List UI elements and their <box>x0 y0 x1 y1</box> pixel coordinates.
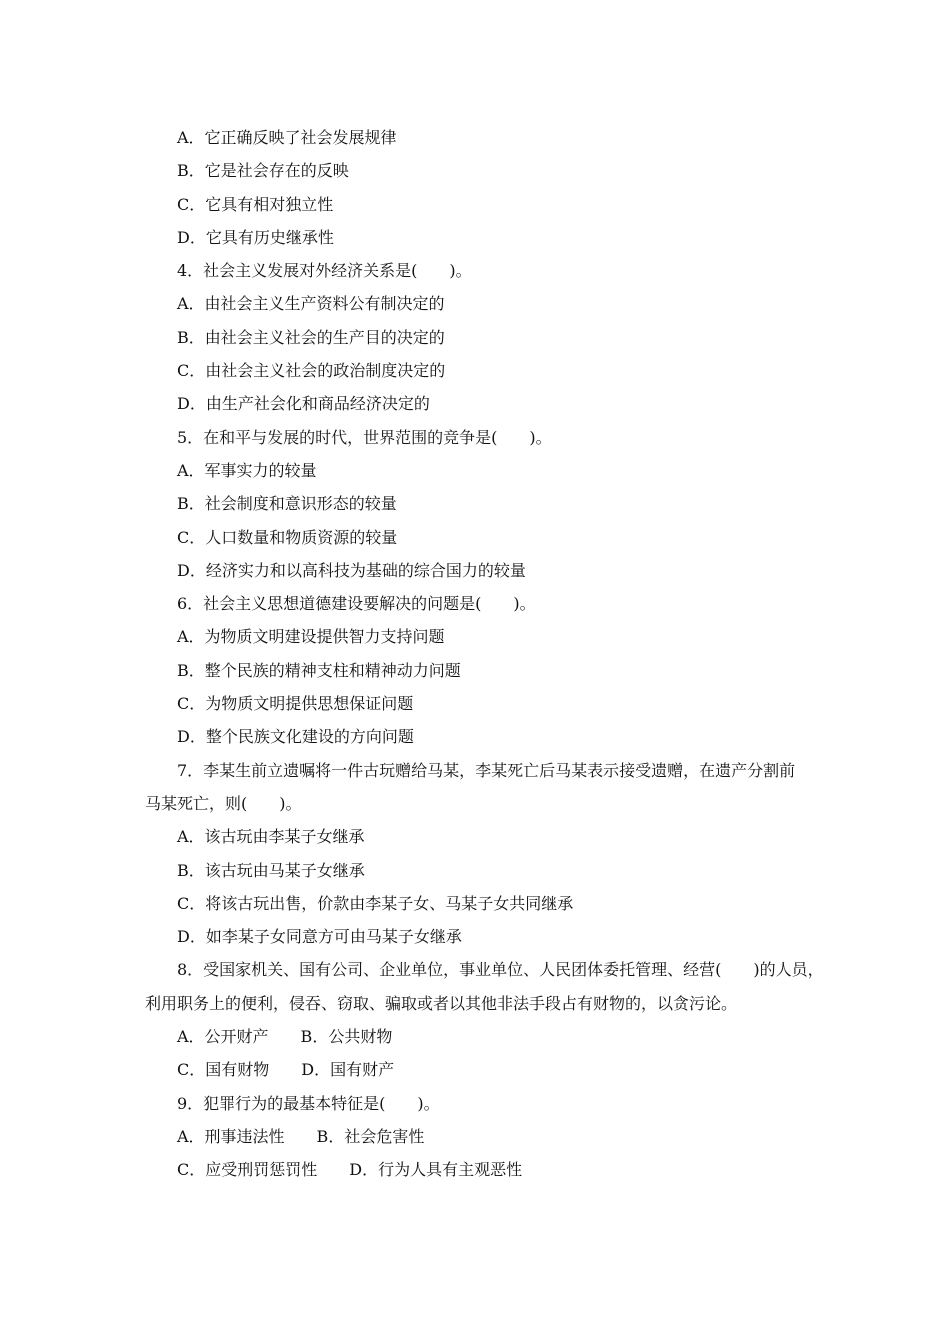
option-line: C．由社会主义社会的政治制度决定的 <box>177 361 446 381</box>
option-line: B．由社会主义社会的生产目的决定的 <box>177 327 445 347</box>
option-line: C．为物质文明提供思想保证问题 <box>177 694 414 714</box>
option-line: A．由社会主义生产资料公有制决定的 <box>177 294 445 314</box>
option-line: B．整个民族的精神支柱和精神动力问题 <box>177 660 461 680</box>
option-line: D．它具有历史继承性 <box>177 227 334 247</box>
option-line: C．人口数量和物质资源的较量 <box>177 527 398 547</box>
option-line: D．由生产社会化和商品经济决定的 <box>177 394 430 414</box>
question-stem: 9．犯罪行为的最基本特征是( )。 <box>177 1093 440 1113</box>
option-line: B．它是社会存在的反映 <box>177 161 349 181</box>
question-stem: 8．受国家机关、国有公司、企业单位，事业单位、人民团体委托管理、经营( )的人员， <box>177 960 824 980</box>
option-line: A．该古玩由李某子女继承 <box>177 827 365 847</box>
option-line: D．经济实力和以高科技为基础的综合国力的较量 <box>177 560 526 580</box>
question-stem: 4．社会主义发展对外经济关系是( )。 <box>177 261 472 281</box>
option-line: A．军事实力的较量 <box>177 460 317 480</box>
question-stem: 7．李某生前立遗嘱将一件古玩赠给马某，李某死亡后马某表示接受遗赠，在遗产分割前 <box>177 760 796 780</box>
question-stem: 6．社会主义思想道德建设要解决的问题是( )。 <box>177 594 536 614</box>
option-line: B．该古玩由马某子女继承 <box>177 860 365 880</box>
option-line: A．刑事违法性 B．社会危害性 <box>177 1126 425 1146</box>
option-line: A．它正确反映了社会发展规律 <box>177 128 397 147</box>
question-text-block <box>145 121 825 1187</box>
option-line: D．如李某子女同意方可由马某子女继承 <box>177 927 462 947</box>
question-stem-continued: 马某死亡，则( )。 <box>145 793 302 813</box>
option-line: B．社会制度和意识形态的较量 <box>177 494 397 514</box>
option-line: A．公开财产 B．公共财物 <box>177 1027 393 1047</box>
option-line: C．国有财物 D．国有财产 <box>177 1060 395 1080</box>
option-line: C．它具有相对独立性 <box>177 194 334 214</box>
question-stem: 5．在和平与发展的时代，世界范围的竞争是( )。 <box>177 427 552 447</box>
option-line: C．应受刑罚惩罚性 D．行为人具有主观恶性 <box>177 1160 523 1180</box>
option-line: A．为物质文明建设提供智力支持问题 <box>177 627 445 647</box>
option-line: D．整个民族文化建设的方向问题 <box>177 727 414 747</box>
option-line: C．将该古玩出售，价款由李某子女、马某子女共同继承 <box>177 893 574 913</box>
question-stem-continued: 利用职务上的便利，侵吞、窃取、骗取或者以其他非法手段占有财物的，以贪污论。 <box>145 993 738 1013</box>
